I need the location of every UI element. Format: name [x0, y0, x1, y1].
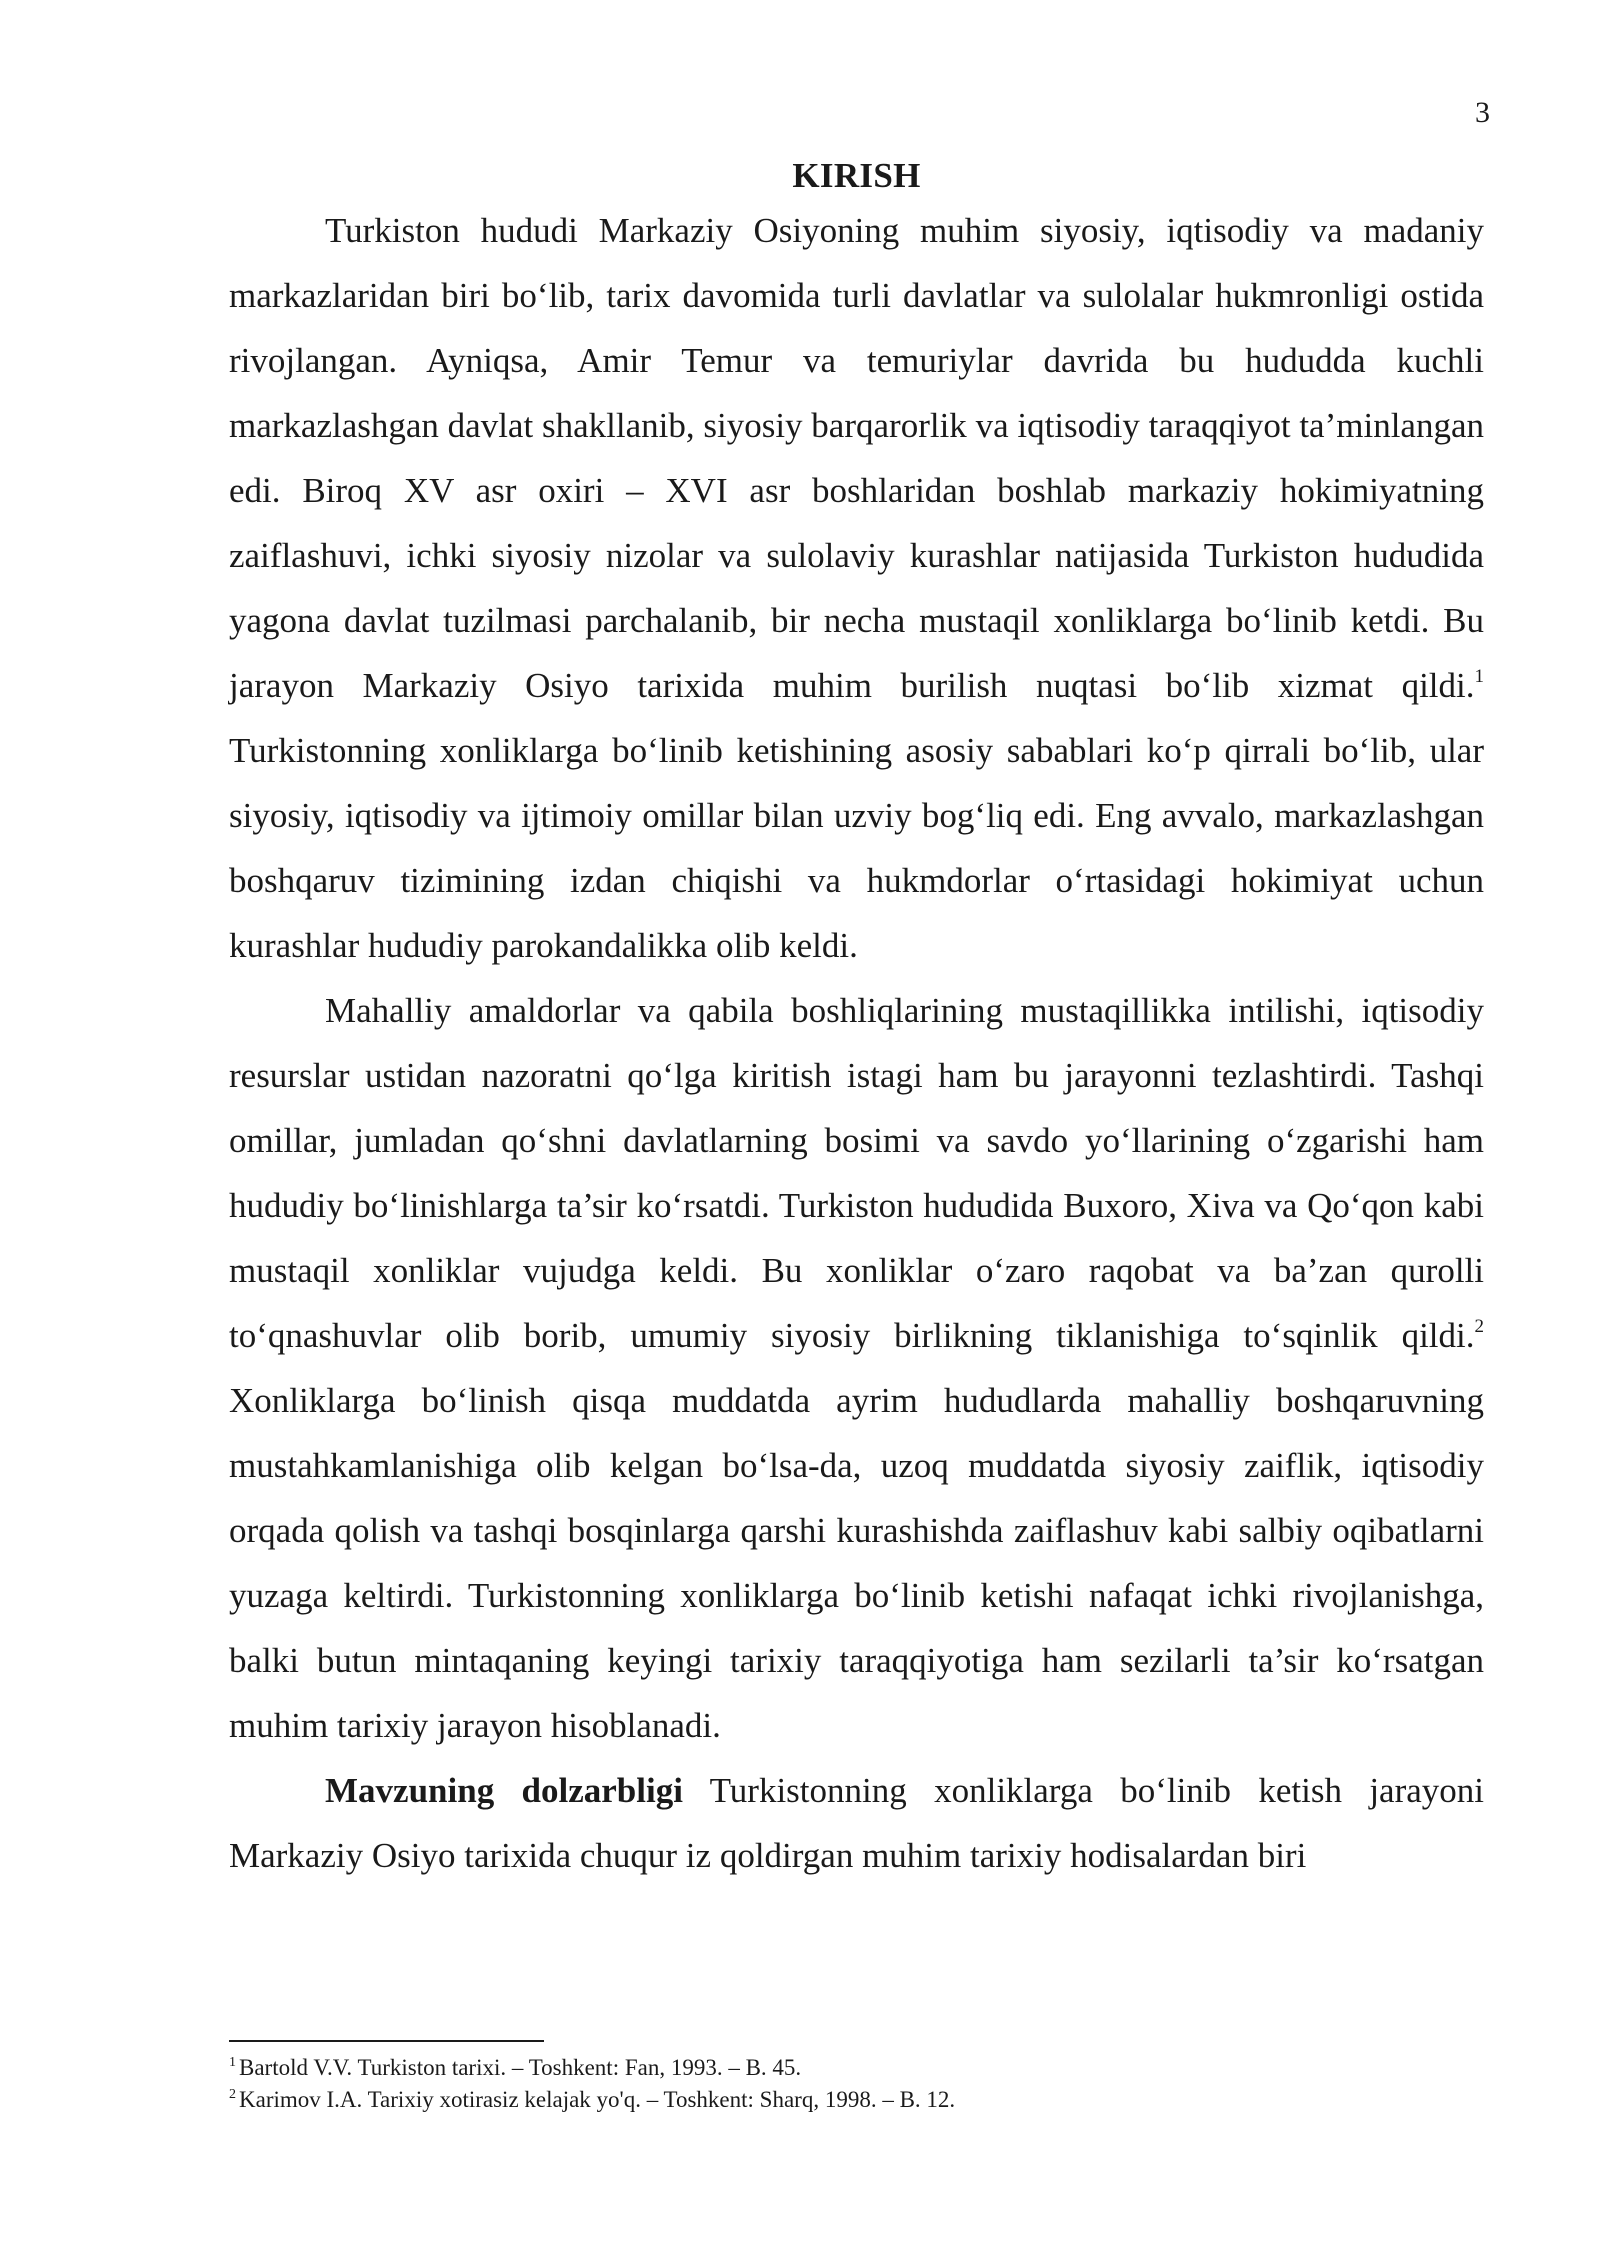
paragraph-text: Turkistonning xonliklarga bo‘linib ketishining asosiy sabablari ko‘p qirrali bo‘lib, ular siyosiy, iqtisodiy va ijtimoiy omillar bilan uzviy bog‘liq edi. Eng avvalo, markazlashgan boshqaruv tizimining izdan chiqishi va hukmdorlar o‘rtasidagi hokimiyat uchun kurashlar hududiy parokandalikka olib keldi.: [229, 731, 1484, 965]
footnote-text: Karimov I.A. Tarixiy xotirasiz kelajak yo'q. – Toshkent: Sharq, 1998. – B. 12.: [239, 2087, 956, 2112]
footnote-number: 2: [229, 2087, 236, 2103]
paragraph-text: Turkistonning xonliklarga bo‘linib ketish jarayoni Markaziy Osiyo tarixida chuqur iz qoldirgan muhim tarixiy hodisalardan biri: [229, 1771, 1484, 1875]
paragraph-lead-heading: Mavzuning dolzarbligi: [325, 1771, 683, 1810]
footnote-item: [229, 2084, 1484, 2116]
paragraph-text: Turkiston hududi Markaziy Osiyoning muhim siyosiy, iqtisodiy va madaniy markazlaridan biri bo‘lib, tarix davomida turli davlatlar va sulolalar hukmronligi ostida rivojlangan. Ayniqsa, Amir Temur va temuriylar davrida bu hududda kuchli markazlashgan davlat shakllanib, siyosiy barqarorlik va iqtisodiy taraqqiyot ta’minlangan edi. Biroq XV asr oxiri – XVI asr boshlaridan boshlab markaziy hokimiyatning zaiflashuvi, ichki siyosiy nizolar va sulolaviy kurashlar natijasida Turkiston hududida yagona davlat tuzilmasi parchalanib, bir necha mustaqil xonliklarga bo‘linib ketdi. Bu jarayon Markaziy Osiyo tarixida muhim burilish nuqtasi bo‘lib xizmat qildi.: [229, 211, 1484, 705]
footnote-text: Bartold V.V. Turkiston tarixi. – Toshkent: Fan, 1993. – B. 45.: [239, 2055, 802, 2080]
page-number: 3: [1475, 96, 1490, 129]
paragraph-text: Xonliklarga bo‘linish qisqa muddatda ayrim hududlarda mahalliy boshqaruvning mustahkamlanishiga olib kelgan bo‘lsa-da, uzoq muddatda siyosiy zaiflik, iqtisodiy orqada qolish va tashqi bosqinlarga qarshi kurashishda zaiflashuv kabi salbiy oqibatlarni yuzaga keltirdi. Turkistonning xonliklarga bo‘linib ketishi nafaqat ichki rivojlanishga, balki butun mintaqaning keyingi tarixiy taraqqiyotiga ham sezilarli ta’sir ko‘rsatgan muhim tarixiy jarayon hisoblanadi.: [229, 1381, 1484, 1745]
section-title: KIRISH: [792, 156, 921, 195]
footnote-reference: 2: [1474, 1316, 1484, 1338]
paragraph-intro: [229, 198, 1484, 978]
paragraph-relevance: [229, 1758, 1484, 1888]
footnote-reference: 1: [1474, 666, 1484, 688]
page-body: [229, 156, 1484, 1888]
footnote-number: 1: [229, 2055, 236, 2071]
paragraph-text: Mahalliy amaldorlar va qabila boshliqlarining mustaqillikka intilishi, iqtisodiy resurslar ustidan nazoratni qo‘lga kiritish istagi ham bu jarayonni tezlashtirdi. Tashqi omillar, jumladan qo‘shni davlatlarning bosimi va savdo yo‘llarining o‘zgarishi ham hududiy bo‘linishlarga ta’sir ko‘rsatdi. Turkiston hududida Buxoro, Xiva va Qo‘qon kabi mustaqil xonliklar vujudga keldi. Bu xonliklar o‘zaro raqobat va ba’zan qurolli to‘qnashuvlar olib borib, umumiy siyosiy birlikning tiklanishiga to‘sqinlik qildi.: [229, 991, 1484, 1355]
paragraph-causes: [229, 978, 1484, 1758]
footnote-item: [229, 2052, 1484, 2084]
footnotes: [229, 2052, 1484, 2116]
footnote-separator: [229, 2040, 544, 2042]
